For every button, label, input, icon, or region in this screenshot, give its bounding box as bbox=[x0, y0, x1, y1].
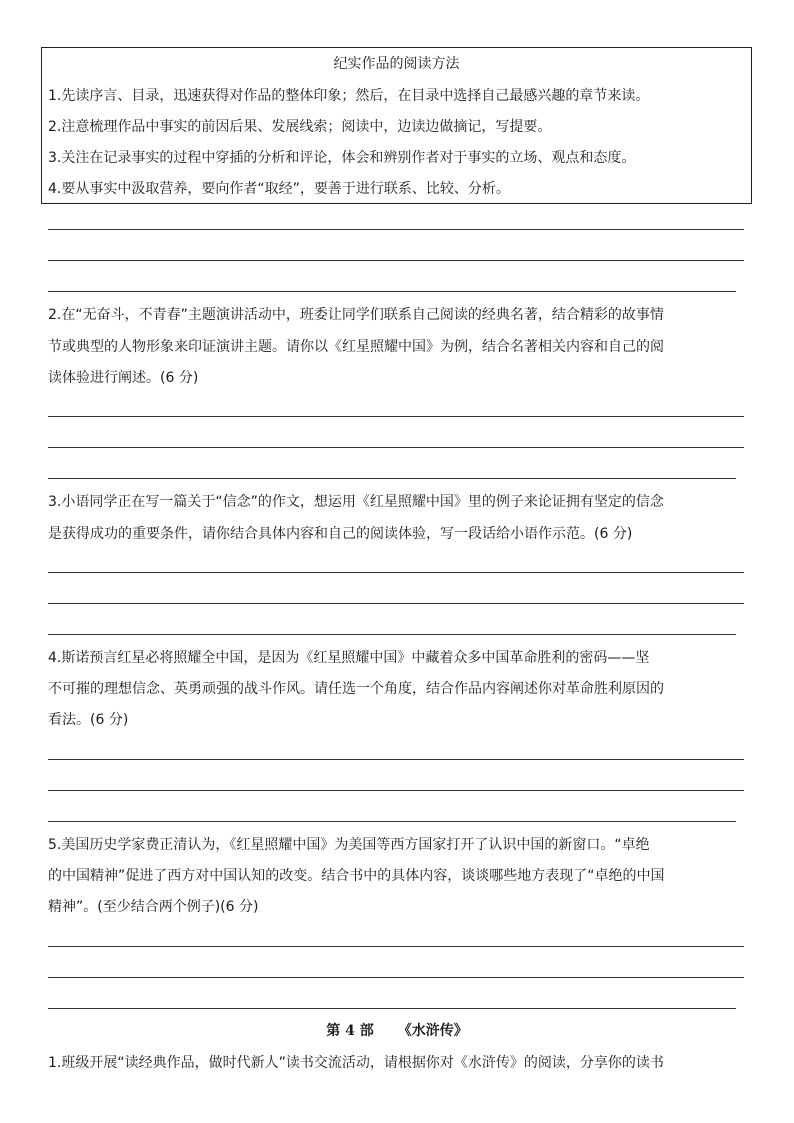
answer-line[interactable] bbox=[48, 759, 744, 760]
answer-line[interactable] bbox=[48, 478, 736, 479]
answer-line[interactable] bbox=[48, 603, 744, 604]
answer-line[interactable] bbox=[48, 447, 744, 448]
question-3-line-1: 3.小语同学正在写一篇关于“信念”的作文，想运用《红星照耀中国》里的例子来论证拥有坚定的信念 bbox=[48, 494, 664, 510]
question-3-line-2: 是获得成功的重要条件，请你结合具体内容和自己的阅读体验，写一段话给小语作示范。(6 分) bbox=[48, 526, 633, 542]
answer-line[interactable] bbox=[48, 416, 744, 417]
question-2-line-2: 节或典型的人物形象来印证演讲主题。请你以《红星照耀中国》为例，结合名著相关内容和自己的阅 bbox=[48, 339, 664, 355]
question-5-line-1: 5.美国历史学家费正清认为，《红星照耀中国》为美国等西方国家打开了认识中国的新窗口。“卓绝 bbox=[48, 837, 650, 853]
question-2-line-1: 2.在“无奋斗，不青春”主题演讲活动中，班委让同学们联系自己阅读的经典名著，结合精彩的故事情 bbox=[48, 307, 664, 323]
method-item-3: 3.关注在记录事实的过程中穿插的分析和评论，体会和辨别作者对于事实的立场、观点和态度。 bbox=[48, 150, 636, 166]
answer-line[interactable] bbox=[48, 821, 736, 822]
method-item-4: 4.要从事实中汲取营养，要向作者“取经”，要善于进行联系、比较、分析。 bbox=[48, 181, 510, 197]
answer-line[interactable] bbox=[48, 634, 736, 635]
answer-line[interactable] bbox=[48, 977, 744, 978]
question-4-line-2: 不可摧的理想信念、英勇顽强的战斗作风。请任选一个角度，结合作品内容阐述你对革命胜利原因的 bbox=[48, 681, 664, 697]
answer-line[interactable] bbox=[48, 291, 736, 292]
part4-question-1-line-1: 1.班级开展“读经典作品，做时代新人”读书交流活动，请根据你对《水浒传》的阅读，分享你的读书 bbox=[48, 1055, 664, 1071]
answer-line[interactable] bbox=[48, 572, 744, 573]
method-item-2: 2.注意梳理作品中事实的前因后果、发展线索；阅读中，边读边做摘记，写提要。 bbox=[48, 119, 552, 135]
answer-line[interactable] bbox=[48, 260, 744, 261]
reading-method-box bbox=[41, 47, 752, 204]
answer-line[interactable] bbox=[48, 1008, 736, 1009]
method-item-1: 1.先读序言、目录，迅速获得对作品的整体印象；然后，在目录中选择自己最感兴趣的章节来读。 bbox=[48, 88, 650, 104]
section-part-label: 第 4 部 bbox=[326, 1023, 374, 1039]
question-2-line-3: 读体验进行阐述。(6 分) bbox=[48, 370, 199, 386]
question-4-line-3: 看法。(6 分) bbox=[48, 712, 129, 728]
question-5-line-2: 的中国精神”促进了西方对中国认知的改变。结合书中的具体内容，谈谈哪些地方表现了“卓绝的中国 bbox=[48, 868, 665, 884]
section-heading bbox=[0, 1020, 794, 1042]
section-book-title: 《水浒传》 bbox=[397, 1023, 468, 1039]
answer-line[interactable] bbox=[48, 229, 744, 230]
question-5-line-3: 精神”。(至少结合两个例子)(6 分) bbox=[48, 899, 259, 915]
answer-line[interactable] bbox=[48, 790, 744, 791]
answer-line[interactable] bbox=[48, 946, 744, 947]
question-4-line-1: 4.斯诺预言红星必将照耀全中国，是因为《红星照耀中国》中藏着众多中国革命胜利的密码——坚 bbox=[48, 650, 650, 666]
method-box-title: 纪实作品的阅读方法 bbox=[333, 56, 460, 72]
